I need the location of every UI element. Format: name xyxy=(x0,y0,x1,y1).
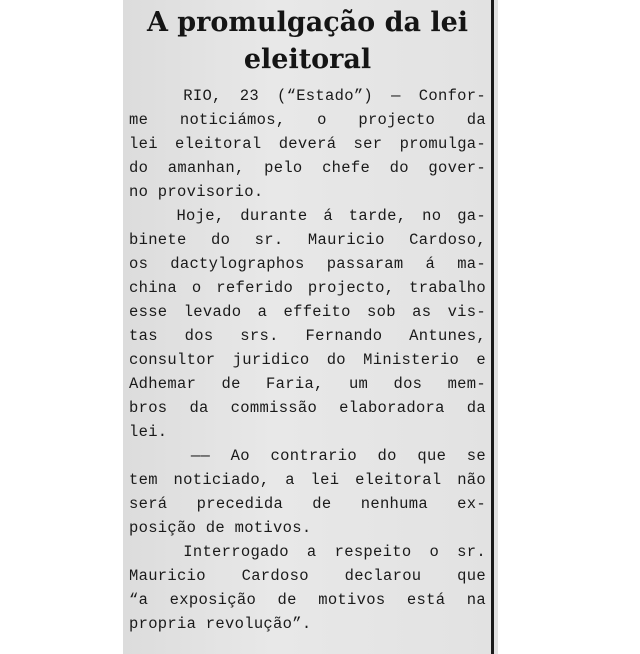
paragraph xyxy=(129,540,486,636)
text-line: será precedida de nenhuma ex- xyxy=(129,495,486,513)
text-line: no provisorio. xyxy=(129,183,264,201)
paragraph xyxy=(129,444,486,540)
text-line: consultor juridico do Ministerio e xyxy=(129,351,486,369)
headline-line-1: A promulgação da lei xyxy=(146,7,469,38)
text-line: lei eleitoral deverá ser promulga- xyxy=(129,135,486,153)
text-line: Interrogado a respeito o sr. xyxy=(129,543,486,561)
text-line: do amanhan, pelo chefe do gover- xyxy=(129,159,486,177)
newspaper-clipping xyxy=(123,0,498,654)
text-line: lei. xyxy=(129,423,168,441)
text-line: “a exposição de motivos está na xyxy=(129,591,486,609)
text-line: os dactylographos passaram á ma- xyxy=(129,255,486,273)
column-rule xyxy=(491,0,494,654)
article-body xyxy=(123,78,498,636)
text-line: me noticiámos, o projecto da xyxy=(129,111,486,129)
paragraph xyxy=(129,84,486,204)
text-line: tem noticiado, a lei eleitoral não xyxy=(129,471,486,489)
article-headline xyxy=(123,0,498,78)
text-line: bros da commissão elaboradora da xyxy=(129,399,486,417)
text-line: esse levado a effeito sob as vis- xyxy=(129,303,486,321)
text-line: Adhemar de Faria, um dos mem- xyxy=(129,375,486,393)
paragraph xyxy=(129,204,486,444)
text-line: Hoje, durante á tarde, no ga- xyxy=(129,207,486,225)
text-line: propria revolução”. xyxy=(129,615,312,633)
text-line: Mauricio Cardoso declarou que xyxy=(129,567,486,585)
text-line: —— Ao contrario do que se xyxy=(129,447,486,465)
text-line: posição de motivos. xyxy=(129,519,312,537)
text-line: china o referido projecto, trabalho xyxy=(129,279,486,297)
text-line: binete do sr. Mauricio Cardoso, xyxy=(129,231,486,249)
text-line: tas dos srs. Fernando Antunes, xyxy=(129,327,486,345)
headline-line-2: eleitoral xyxy=(243,44,372,75)
text-line: RIO, 23 (“Estado”) — Confor- xyxy=(129,87,486,105)
